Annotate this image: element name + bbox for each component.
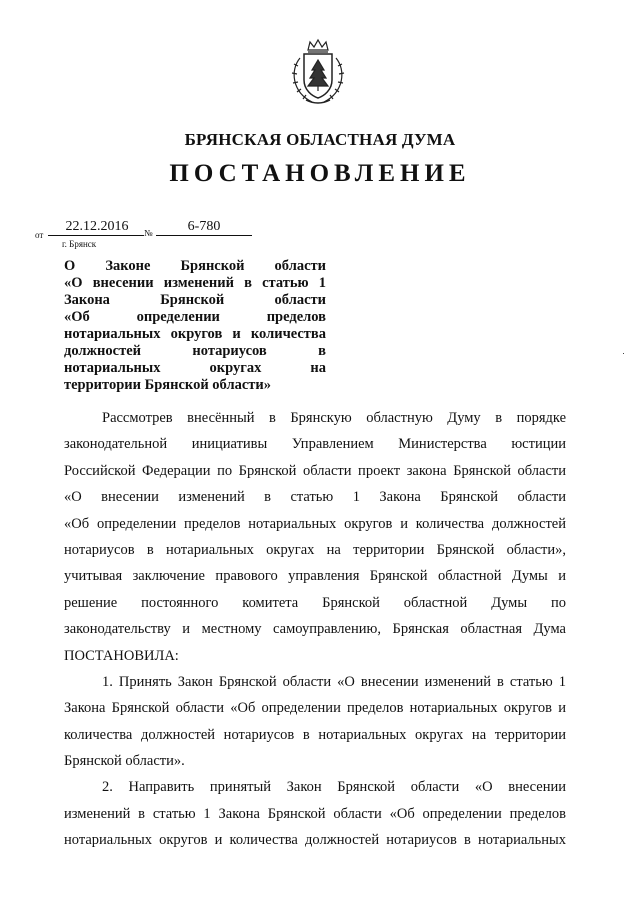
body-line: нотариусов в нотариальных округах на территории Брянской области»,	[64, 541, 566, 558]
title-line: «Об определении пределов	[64, 309, 326, 325]
title-line: Закона Брянской области	[64, 292, 326, 308]
title-line: территории Брянской области»	[64, 377, 271, 393]
body-line: «Об определении пределов нотариальных округов и количества должностей	[64, 515, 566, 532]
body-line: Брянской области».	[64, 753, 185, 770]
coat-of-arms-emblem	[286, 36, 350, 108]
title-line: должностей нотариусов в	[64, 343, 326, 359]
number-label: №	[144, 228, 153, 238]
document-type: ПОСТАНОВЛЕНИЕ	[169, 160, 471, 187]
body-line: изменений в статью 1 Закона Брянской области «Об определении пределов	[64, 805, 566, 822]
date-underline	[48, 235, 144, 236]
body-line: «О внесении изменений в статью 1 Закона Брянской области	[64, 489, 566, 506]
document-body	[64, 405, 566, 854]
title-line: «О внесении изменений в статью 1	[64, 275, 326, 291]
document-number: 6-780	[187, 219, 221, 234]
resolution-heading: ПОСТАНОВИЛА:	[64, 647, 179, 664]
body-line: Рассмотрев внесённый в Брянскую областную Думу в порядке	[102, 410, 566, 426]
date-label: от	[35, 230, 44, 240]
scan-speck	[623, 353, 624, 354]
body-line: 1. Принять Закон Брянской области «О внесении изменений в статью 1	[102, 673, 566, 690]
body-line: нотариальных округов и количества должностей нотариусов в нотариальных	[64, 832, 566, 849]
body-line: законодательной инициативы Управлением Министерства юстиции	[64, 436, 566, 453]
body-line: учитывая заключение правового управления Брянской областной Думы и	[64, 568, 566, 585]
document-title	[64, 258, 326, 394]
body-line: Российской Федерации по Брянской области проект закона Брянской области	[64, 462, 566, 479]
body-line: законодательству и местному самоуправлению, Брянская областная Дума	[64, 621, 566, 638]
title-line: нотариальных округах на	[64, 360, 326, 376]
city-label: г. Брянск	[62, 239, 97, 249]
body-line: решение постоянного комитета Брянской областной Думы по	[64, 594, 566, 611]
title-line: нотариальных округов и количества	[64, 326, 326, 342]
title-line: О Законе Брянской области	[64, 258, 326, 274]
number-underline	[156, 235, 252, 236]
body-line: 2. Направить принятый Закон Брянской области «О внесении	[102, 779, 566, 796]
body-line: количества должностей нотариусов в нотариальных округах на территории	[64, 726, 566, 743]
document-date: 22.12.2016	[65, 219, 129, 234]
body-line: Закона Брянской области «Об определении пределов нотариальных округов и	[64, 700, 566, 717]
organization-name: БРЯНСКАЯ ОБЛАСТНАЯ ДУМА	[184, 130, 456, 149]
